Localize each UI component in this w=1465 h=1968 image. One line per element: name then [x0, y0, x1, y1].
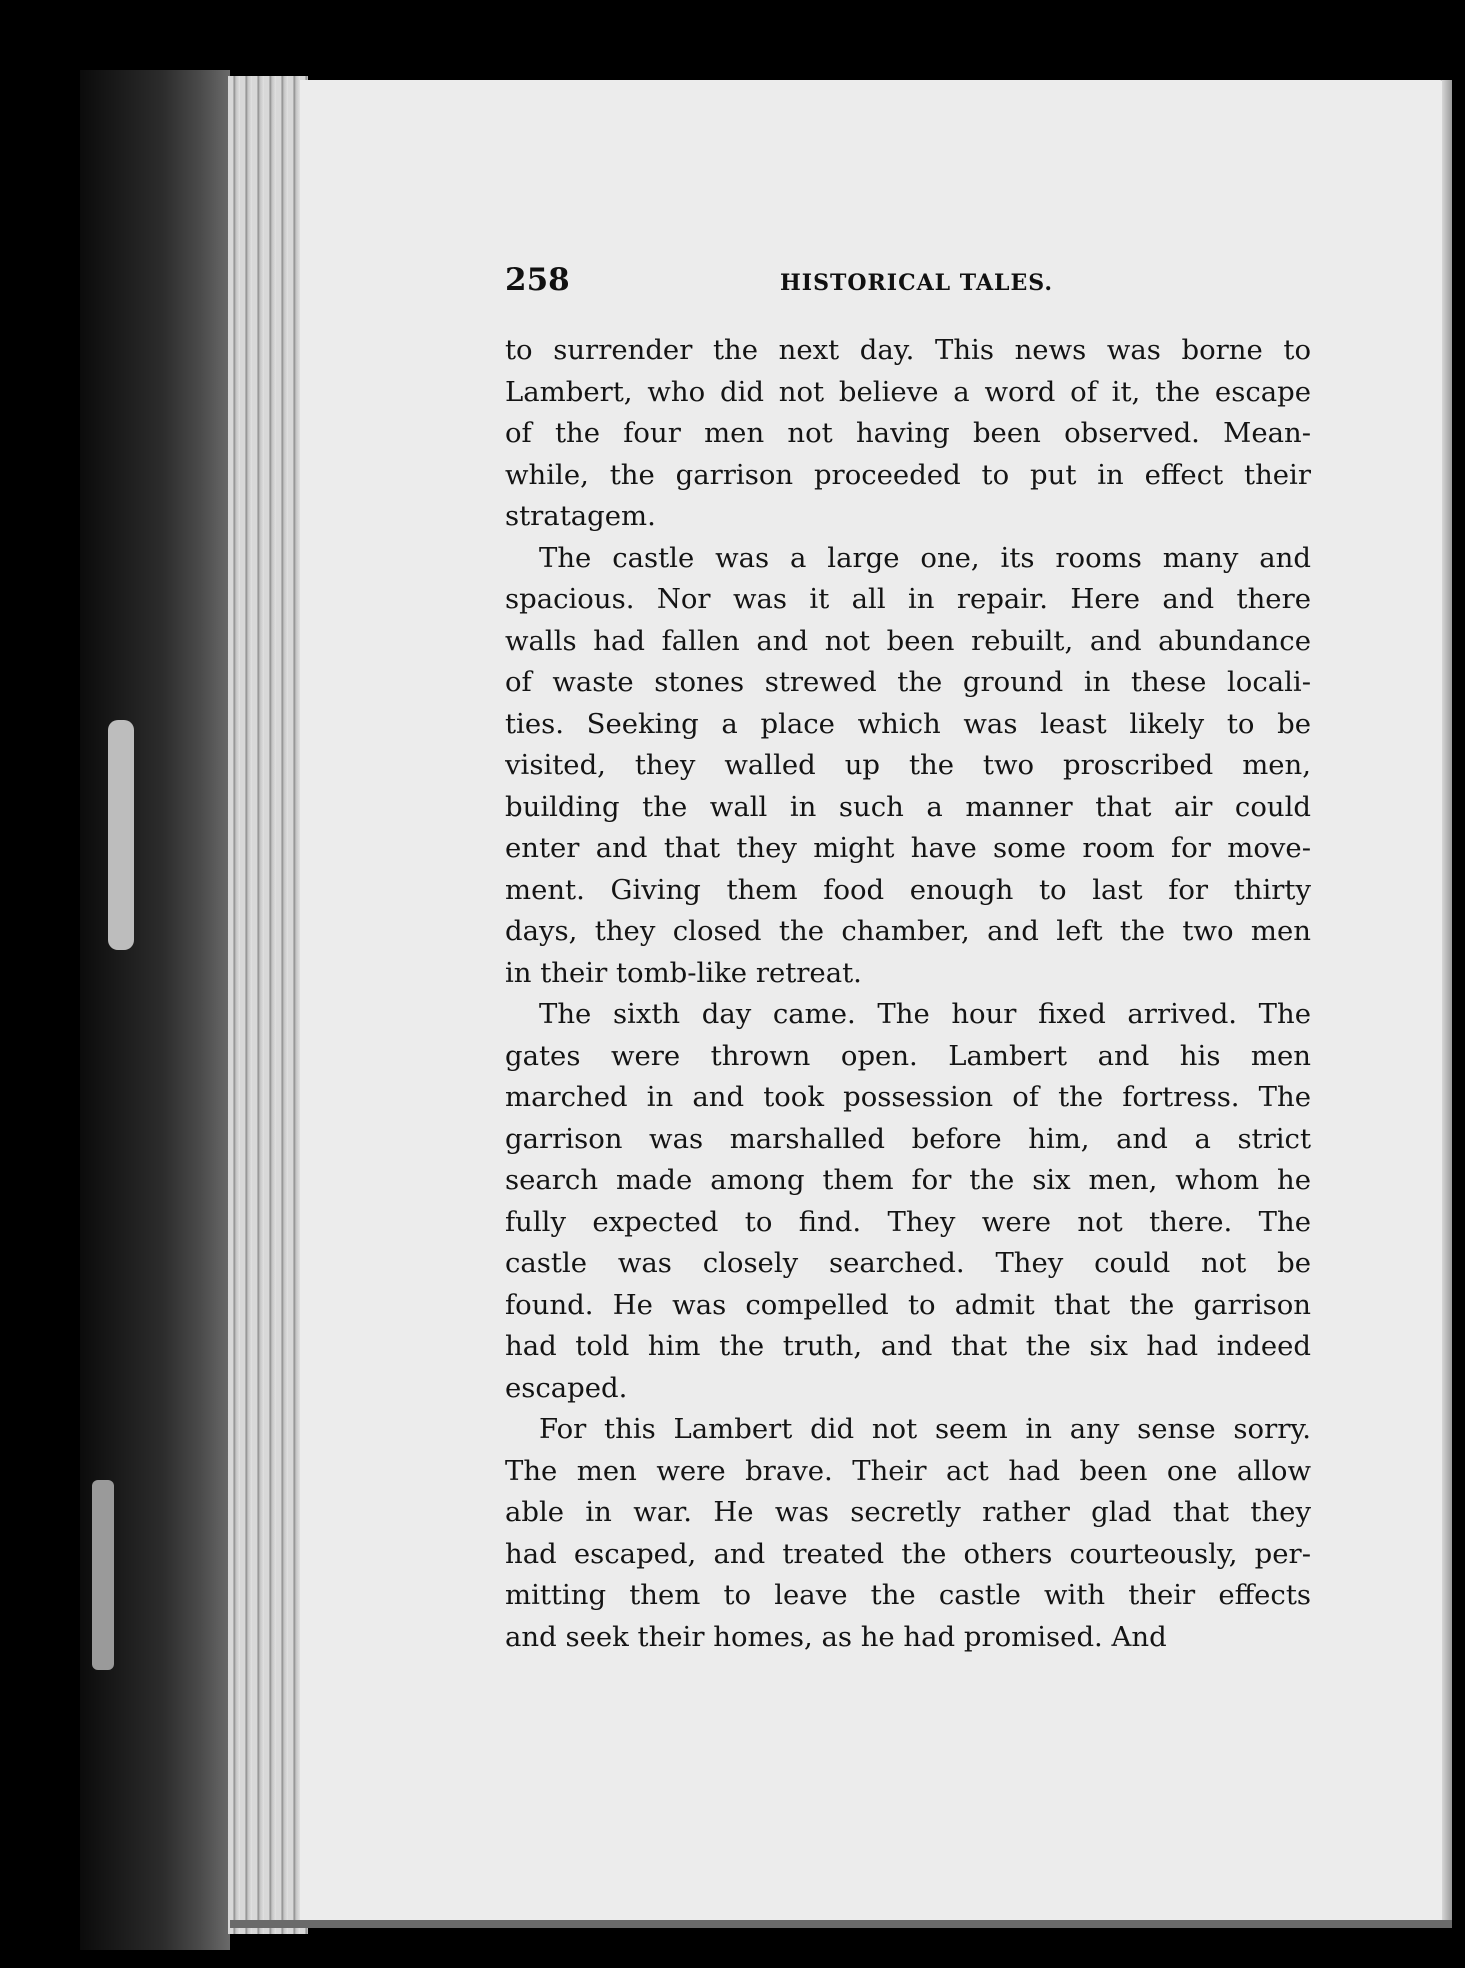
text-line: of the four men not having been observed. Mean-: [505, 417, 1311, 449]
text-line: building the wall in such a manner that air could: [505, 790, 1311, 823]
page-number: 258: [505, 262, 570, 298]
text-line: castle was closely searched. They could not be: [505, 1247, 1311, 1279]
text-line: ment. Giving them food enough to last for thirty: [505, 873, 1311, 906]
text-line: walls had fallen and not been rebuilt, and abundance: [505, 624, 1311, 657]
body-text: [505, 330, 1311, 1658]
text-line: ties. Seeking a place which was least likely to be: [505, 707, 1311, 740]
text-line: The castle was a large one, its rooms many and: [539, 541, 1311, 574]
text-line: fully expected to find. They were not there. The: [505, 1205, 1311, 1238]
text-line: search made among them for the six men, whom he: [505, 1164, 1311, 1196]
text-line: garrison was marshalled before him, and a strict: [505, 1122, 1311, 1155]
page-right-edge: [1442, 80, 1452, 1928]
text-line: gates were thrown open. Lambert and his men: [505, 1039, 1311, 1072]
text-line: of waste stones strewed the ground in these locali-: [505, 666, 1311, 698]
text-line: days, they closed the chamber, and left the two men: [505, 915, 1311, 947]
text-line: mitting them to leave the castle with their effects: [505, 1579, 1311, 1611]
text-line: and seek their homes, as he had promised. And: [505, 1620, 1167, 1653]
page-bottom-edge: [230, 1920, 1452, 1928]
page-edges: [228, 76, 308, 1934]
paragraph: [505, 538, 1311, 995]
paragraph: [505, 330, 1311, 538]
text-line: escaped.: [505, 1371, 628, 1404]
text-line: found. He was compelled to admit that the garrison: [505, 1288, 1311, 1321]
paragraph: [505, 994, 1311, 1409]
text-line: visited, they walled up the two proscribed men,: [505, 749, 1311, 781]
text-line: had escaped, and treated the others courteously, per-: [505, 1537, 1311, 1570]
text-line: marched in and took possession of the fortress. The: [505, 1081, 1311, 1113]
text-line: stratagem.: [505, 500, 656, 532]
paragraph: [505, 1409, 1311, 1658]
text-line: Lambert, who did not believe a word of it, the escape: [505, 375, 1311, 408]
spine-tab: [108, 720, 134, 950]
text-line: to surrender the next day. This news was borne to: [505, 334, 1311, 366]
text-line: enter and that they might have some room for move-: [505, 832, 1311, 864]
text-line: spacious. Nor was it all in repair. Here and there: [505, 583, 1311, 615]
spine-tab: [92, 1480, 114, 1670]
page-header: [505, 262, 1305, 302]
text-line: The men were brave. Their act had been one allow: [505, 1454, 1311, 1487]
text-line: in their tomb-like retreat.: [505, 956, 862, 989]
text-line: For this Lambert did not seem in any sense sorry.: [539, 1413, 1311, 1445]
text-line: The sixth day came. The hour fixed arrived. The: [539, 998, 1311, 1030]
text-line: while, the garrison proceeded to put in effect their: [505, 458, 1311, 491]
text-line: able in war. He was secretly rather glad that they: [505, 1496, 1311, 1528]
text-line: had told him the truth, and that the six had indeed: [505, 1330, 1311, 1362]
running-head: HISTORICAL TALES.: [780, 270, 1054, 296]
